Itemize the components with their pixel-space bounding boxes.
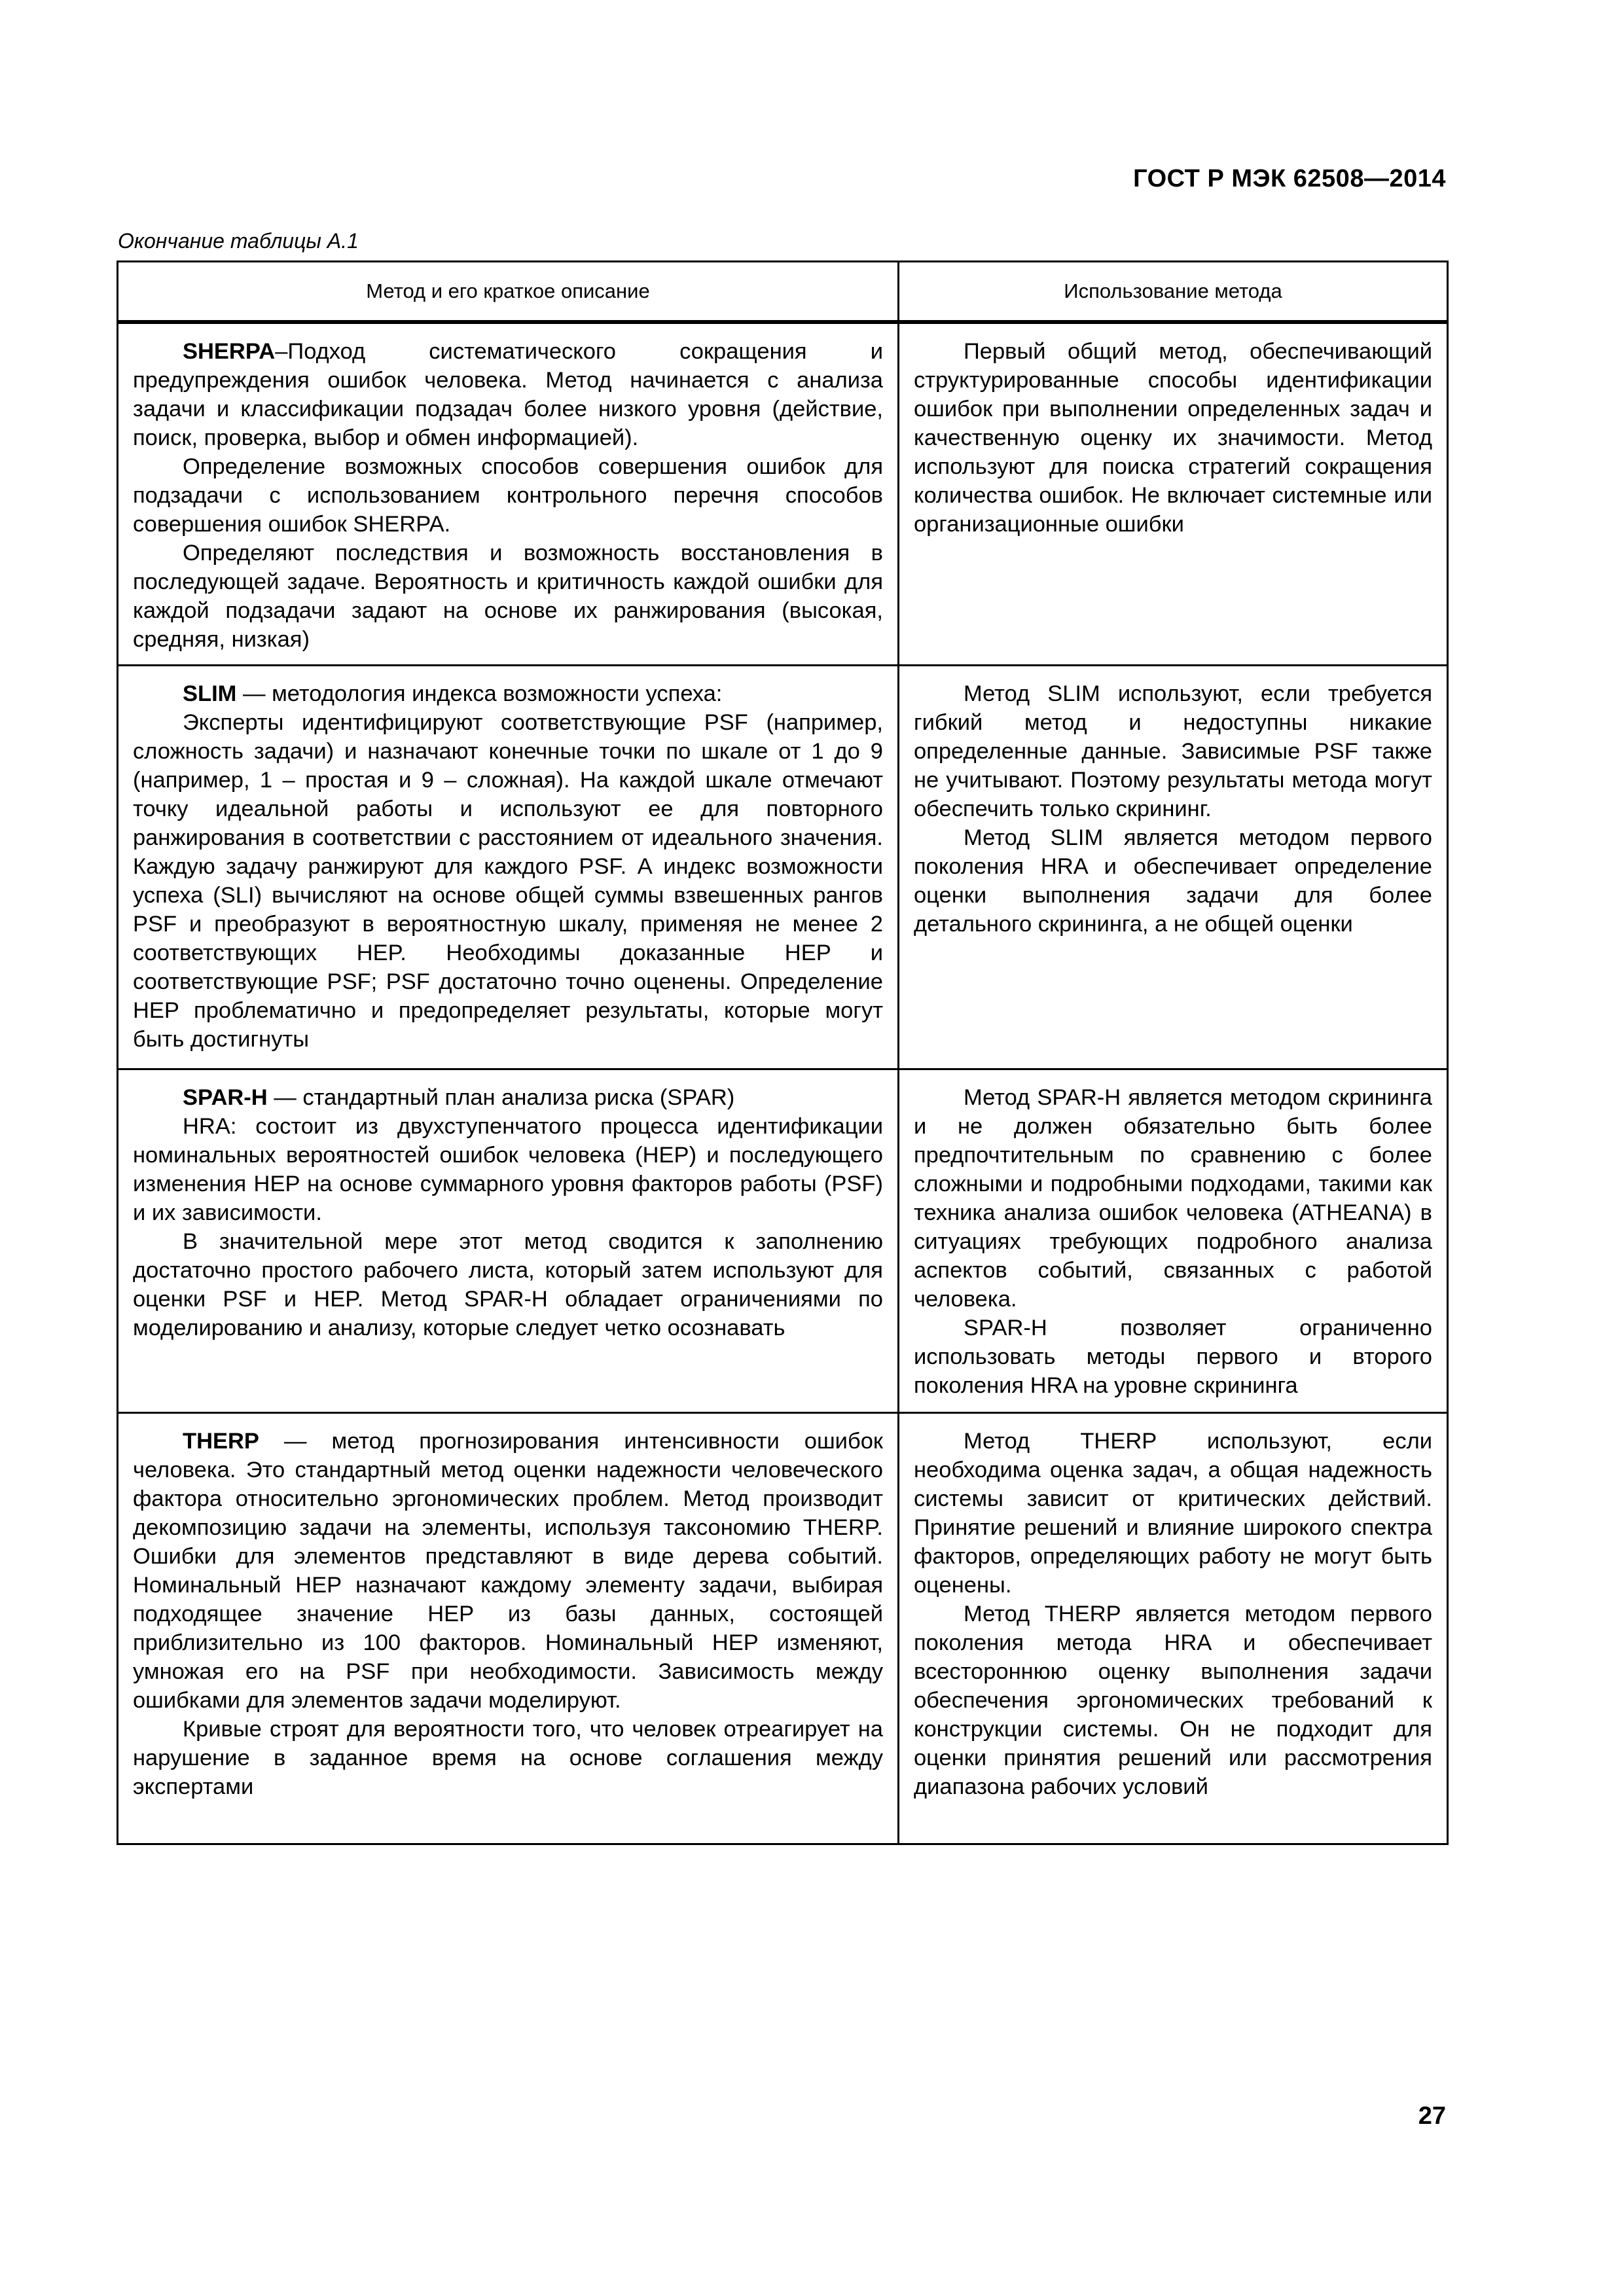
usage-paragraph: Метод SLIM является методом первого поколения HRA и обеспечивает определение оценки выполнения задачи для более детального скрининга, а не общей оценки (914, 825, 1432, 937)
method-usage-cell (899, 1069, 1448, 1413)
table-row-therp (118, 1413, 1448, 1844)
description-paragraph: Определяют последствия и возможность восстановления в последующей задаче. Вероятность и критичность каждой ошибки для каждой подзадачи задают на основе их ранжирования (высокая, средняя, низкая) (133, 541, 883, 652)
page-number: 27 (1418, 2102, 1446, 2130)
method-description-cell (118, 1069, 899, 1413)
description-paragraph: SLIM — методология индекса возможности успеха: (183, 681, 723, 706)
method-description-cell (118, 322, 899, 666)
usage-paragraph: SPAR-H позволяет ограниченно использовать методы первого и второго поколения HRA на уровне скрининга (914, 1316, 1432, 1398)
table-row-spar-h (118, 1069, 1448, 1413)
method-name: SHERPA (183, 339, 276, 364)
method-usage-cell (899, 1413, 1448, 1844)
method-name: THERP (183, 1429, 259, 1454)
description-paragraph: HRA: состоит из двухступенчатого процесса идентификации номинальных вероятностей ошибок человека (HEP) и последующего изменения HEP на основе суммарного уровня факторов работы (PSF) и их зависимости. (133, 1114, 883, 1225)
document-code: ГОСТ Р МЭК 62508—2014 (1133, 165, 1446, 192)
column-header-method: Метод и его краткое описание (118, 262, 899, 323)
usage-paragraph: Метод SLIM используют, если требуется гибкий метод и недоступны никакие определенные данные. Зависимые PSF также не учитывают. Поэтому результаты метода могут обеспечить только скрининг. (914, 681, 1432, 821)
description-paragraph: SHERPA–Подход систематического сокращения и предупреждения ошибок человека. Метод начинается с анализа задачи и классификации подзадач более низкого уровня (действие, поиск, проверка, выбор и обмен информацией). (133, 339, 883, 450)
method-description-cell (118, 1413, 899, 1844)
description-paragraph: SPAR-H — стандартный план анализа риска (SPAR) (183, 1085, 735, 1110)
table-caption: Окончание таблицы А.1 (118, 229, 359, 253)
method-description-cell (118, 666, 899, 1069)
description-paragraph: В значительной мере этот метод сводится к заполнению достаточно простого рабочего листа, который затем используют для оценки PSF и HEP. Метод SPAR-H обладает ограничениями по моделированию и анализу, которые следует четко осознавать (133, 1229, 883, 1340)
method-name: SPAR-H (183, 1085, 268, 1110)
column-header-usage: Использование метода (899, 262, 1448, 323)
usage-paragraph: Метод SPAR-H является методом скрининга и не должен обязательно быть более предпочтительным по сравнению с более сложными и подробными подходами, такими как техника анализа ошибок человека (ATHEANA) в ситуациях требующих подробного анализа аспектов событий, связанных с работой человека. (914, 1085, 1432, 1312)
description-paragraph: Определение возможных способов совершения ошибок для подзадачи с использованием контрольного перечня способов совершения ошибок SHERPA. (133, 454, 883, 537)
methods-table (117, 260, 1449, 1845)
table-row-slim (118, 666, 1448, 1069)
description-paragraph: Эксперты идентифицируют соответствующие PSF (например, сложность задачи) и назначают конечные точки по шкале от 1 до 9 (например, 1 – простая и 9 – сложная). На каждой шкале отмечают точку идеальной работы и используют ее для повторного ранжирования в соответствии с расстоянием от идеального значения. Каждую задачу ранжируют для каждого PSF. А индекс возможности успеха (SLI) вычисляют на основе общей суммы взвешенных рангов PSF и преобразуют в вероятностную шкалу, применяя не менее 2 соответствующих HEP. Необходимы доказанные HEP и соответствующие PSF; PSF достаточно точно оценены. Определение HEP проблематично и предопределяет результаты, которые могут быть достигнуты (133, 710, 883, 1052)
method-usage-cell (899, 666, 1448, 1069)
description-paragraph: Кривые строят для вероятности того, что человек отреагирует на нарушение в заданное время на основе соглашения между экспертами (133, 1717, 883, 1799)
usage-paragraph: Первый общий метод, обеспечивающий структурированные способы идентификации ошибок при выполнении определенных задач и качественную оценку их значимости. Метод используют для поиска стратегий сокращения количества ошибок. Не включает системные или организационные ошибки (914, 339, 1432, 537)
method-usage-cell (899, 322, 1448, 666)
table-row-sherpa (118, 322, 1448, 666)
usage-paragraph: Метод THERP используют, если необходима оценка задач, а общая надежность системы зависит от критических действий. Принятие решений и влияние широкого спектра факторов, определяющих работу не могут быть оценены. (914, 1429, 1432, 1598)
method-name: SLIM (183, 681, 237, 706)
usage-paragraph: Метод THERP является методом первого поколения метода HRA и обеспечивает всестороннюю оценку выполнения задачи обеспечения эргономических требований к конструкции системы. Он не подходит для оценки принятия решений или рассмотрения диапазона рабочих условий (914, 1602, 1432, 1799)
table-header-row (118, 262, 1448, 323)
description-paragraph: THERP — метод прогнозирования интенсивности ошибок человека. Это стандартный метод оценки надежности человеческого фактора относительно эргономических проблем. Метод производит декомпозицию задачи на элементы, используя таксономию THERP. Ошибки для элементов представляют в виде дерева событий. Номинальный HEP назначают каждому элементу задачи, выбирая подходящее значение HEP из базы данных, состоящей приблизительно из 100 факторов. Номинальный HEP изменяют, умножая его на PSF при необходимости. Зависимость между ошибками для элементов задачи моделируют. (133, 1429, 883, 1713)
